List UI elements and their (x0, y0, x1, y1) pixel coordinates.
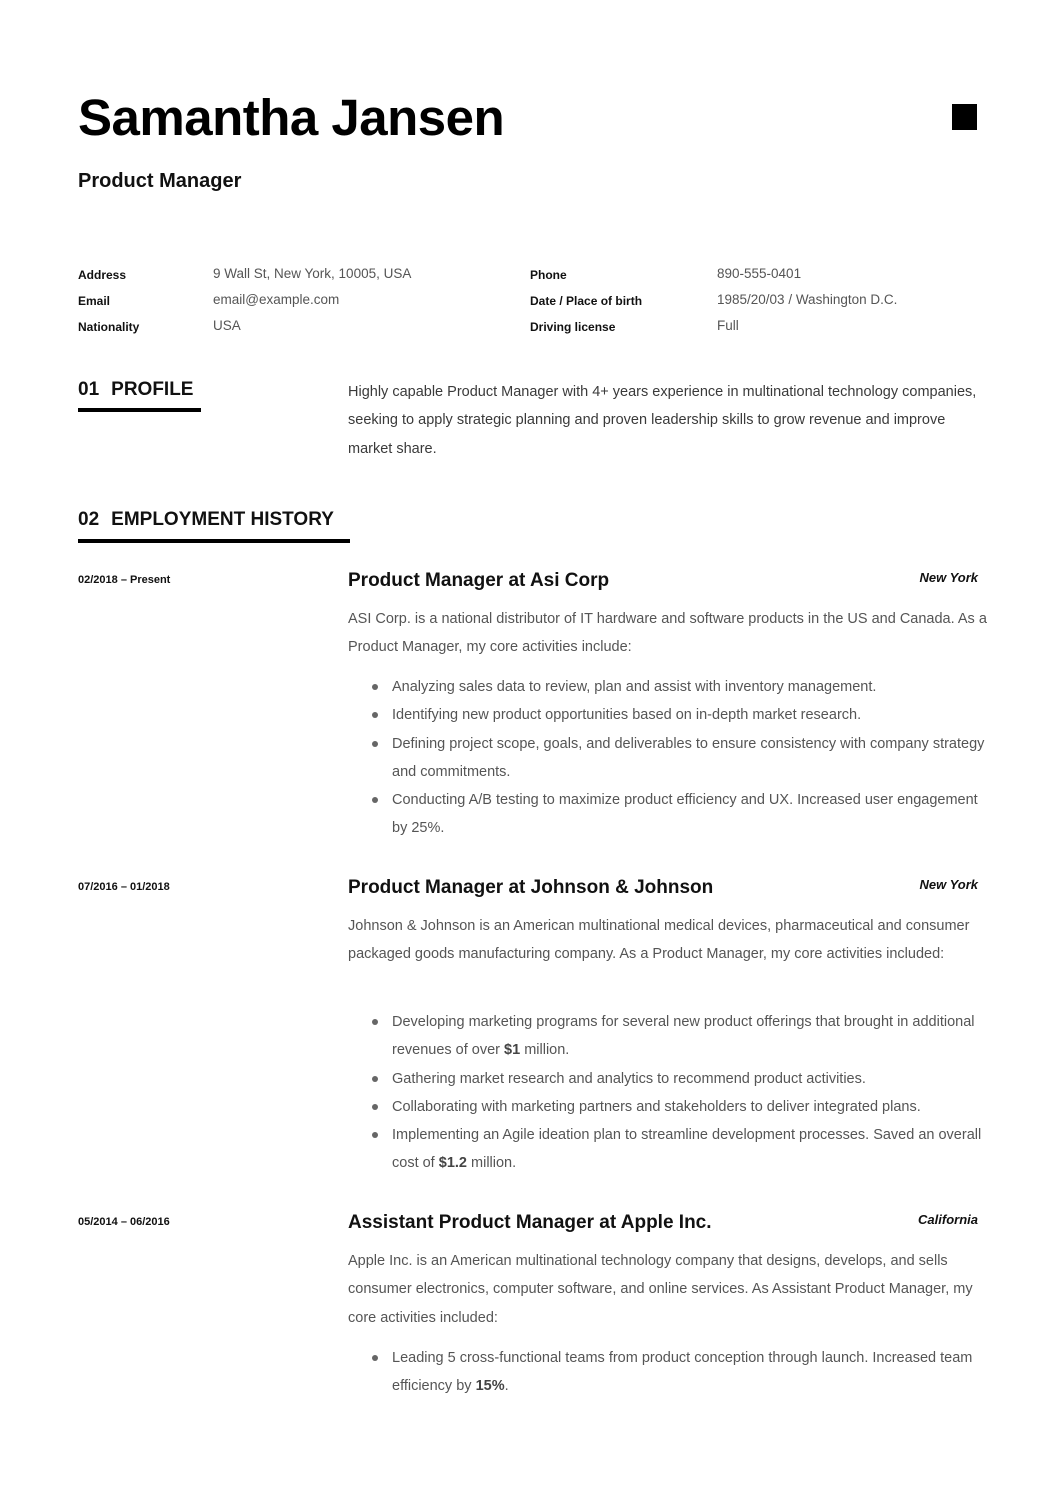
job-location: New York (919, 570, 978, 585)
bullet-icon (372, 684, 378, 690)
job-location: New York (919, 877, 978, 892)
section-heading-profile (78, 378, 193, 402)
contact-label: Nationality (78, 320, 140, 334)
decorative-square-icon (952, 104, 977, 130)
bullet-icon (372, 797, 378, 803)
contact-value: 9 Wall St, New York, 10005, USA (213, 266, 412, 281)
list-item: Defining project scope, goals, and deliverables to ensure consistency with company strategy and commitments. (348, 730, 988, 787)
bullet-icon (372, 1132, 378, 1138)
job-description: ASI Corp. is a national distributor of IT hardware and software products in the US and Canada. As a Product Manager, my core activities include: (348, 611, 987, 656)
candidate-title: Product Manager (78, 170, 242, 192)
job-dates: 05/2014 – 06/2016 (78, 1216, 170, 1228)
list-item: Identifying new product opportunities based on in-depth market research. (348, 701, 988, 729)
contact-label: Email (78, 294, 111, 308)
contact-label: Phone (530, 268, 567, 282)
list-item: Developing marketing programs for several new product offerings that brought in additional revenues of over $1 million. (348, 1008, 988, 1065)
contact-value-email: email@example.com (213, 292, 340, 307)
job-bullet-list (348, 1008, 988, 1178)
job-dates: 02/2018 – Present (78, 574, 171, 586)
contact-value: USA (213, 318, 241, 333)
section-title: PROFILE (111, 379, 194, 400)
list-item: Conducting A/B testing to maximize product efficiency and UX. Increased user engagement by 25%. (348, 786, 988, 843)
job-heading: Product Manager at Johnson & Johnson (348, 877, 714, 898)
section-underline (78, 539, 350, 543)
section-underline (78, 408, 201, 412)
job-location: California (918, 1212, 978, 1227)
list-item: Implementing an Agile ideation plan to streamline development processes. Saved an overall cost of $1.2 million. (348, 1121, 988, 1178)
candidate-name: Samantha Jansen (78, 89, 505, 146)
contact-value: 1985/20/03 / Washington D.C. (717, 292, 898, 307)
section-number: 01 (78, 379, 100, 400)
bullet-icon (372, 1019, 378, 1025)
section-number: 02 (78, 509, 100, 530)
list-item: Collaborating with marketing partners and stakeholders to deliver integrated plans. (348, 1093, 988, 1121)
list-item: Analyzing sales data to review, plan and assist with inventory management. (348, 673, 988, 701)
contact-details (78, 264, 978, 344)
contact-value: Full (717, 318, 739, 333)
job-description: Johnson & Johnson is an American multinational medical devices, pharmaceutical and consumer packaged goods manufacturing company. As a Product Manager, my core activities included: (348, 918, 970, 963)
bullet-icon (372, 1076, 378, 1082)
job-bullet-list (348, 1344, 988, 1401)
section-heading-employment (78, 508, 334, 532)
bullet-icon (372, 1104, 378, 1110)
bullet-icon (372, 741, 378, 747)
bullet-icon (372, 712, 378, 718)
job-dates: 07/2016 – 01/2018 (78, 881, 170, 893)
list-item: Gathering market research and analytics to recommend product activities. (348, 1065, 988, 1093)
bullet-icon (372, 1355, 378, 1361)
contact-label: Address (78, 268, 127, 282)
job-heading: Product Manager at Asi Corp (348, 570, 610, 591)
profile-summary: Highly capable Product Manager with 4+ years experience in multinational technology companies, seeking to apply strategic planning and proven leadership skills to grow revenue and improve market share. (348, 384, 977, 457)
contact-label: Date / Place of birth (530, 294, 643, 308)
contact-label: Driving license (530, 320, 616, 334)
list-item: Leading 5 cross-functional teams from product conception through launch. Increased team efficiency by 15%. (348, 1344, 988, 1401)
job-description: Apple Inc. is an American multinational technology company that designs, develops, and sells consumer electronics, computer software, and online services. As Assistant Product Manager, my core activities included: (348, 1253, 973, 1326)
contact-value-phone: 890-555-0401 (717, 266, 802, 281)
job-heading: Assistant Product Manager at Apple Inc. (348, 1212, 712, 1233)
job-bullet-list (348, 673, 988, 843)
section-title: EMPLOYMENT HISTORY (111, 509, 334, 530)
